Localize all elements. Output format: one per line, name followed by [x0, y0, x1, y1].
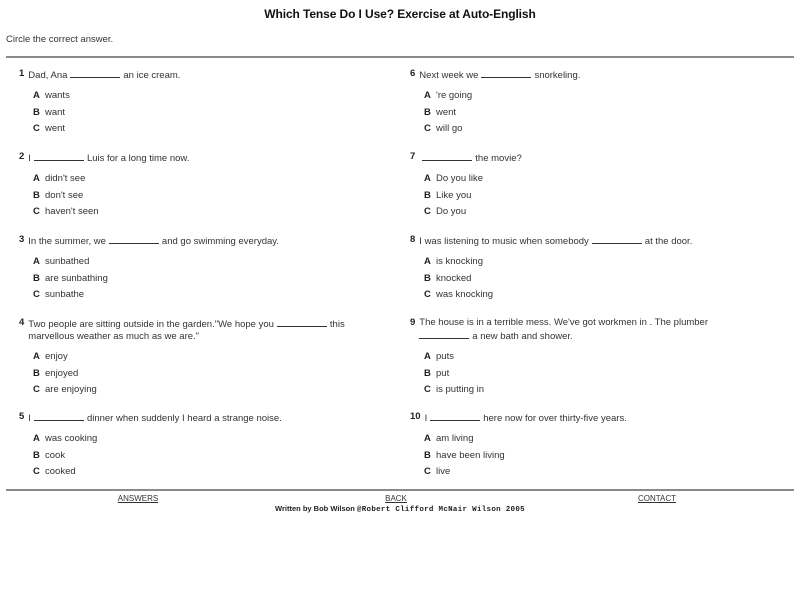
answer-options: [424, 431, 790, 481]
question-4: [19, 317, 394, 399]
answers-link[interactable]: ANSWERS: [117, 494, 159, 503]
question-text: Dad, Ana an ice cream.: [28, 70, 181, 81]
question-number: 3: [19, 234, 25, 245]
option-b[interactable]: B knocked: [424, 272, 472, 284]
instruction-text: Circle the correct answer.: [6, 34, 114, 45]
question-text: the movie?: [419, 151, 521, 165]
option-a[interactable]: A is knocking: [424, 256, 483, 268]
answer-options: [33, 349, 394, 399]
question-text: I Luis for a long time now.: [28, 153, 190, 164]
answer-blank: [592, 234, 642, 244]
question-9: [410, 317, 750, 399]
question-number: 5: [19, 411, 25, 422]
option-b[interactable]: B put: [424, 367, 450, 379]
option-b[interactable]: B Like you: [424, 189, 472, 201]
answer-blank: [277, 317, 327, 327]
answer-blank: [34, 411, 84, 421]
question-text: Two people are sitting outside in the garden."We hope you this marvellous weather as much as we are.": [28, 319, 345, 342]
option-c[interactable]: C live: [424, 466, 451, 478]
question-number: 9: [410, 317, 416, 328]
contact-link[interactable]: CONTACT: [637, 494, 677, 503]
question-1: [19, 68, 389, 138]
answer-blank: [481, 68, 531, 78]
question-6: [410, 68, 790, 138]
answer-options: [424, 349, 750, 399]
answer-options: [33, 254, 389, 304]
bottom-divider: [6, 489, 794, 491]
answer-blank: [34, 151, 84, 161]
question-8: [410, 234, 790, 304]
page-title: Which Tense Do I Use? Exercise at Auto-English: [264, 7, 536, 21]
question-number: 10: [410, 411, 421, 422]
question-7: [410, 151, 790, 221]
author-credit: Written by Bob Wilson @Robert Clifford McNair Wilson 2005: [275, 504, 525, 514]
option-b[interactable]: B went: [424, 106, 457, 118]
answer-blank: [70, 68, 120, 78]
option-c[interactable]: C sunbathe: [33, 289, 85, 301]
answer-options: [33, 171, 389, 221]
answer-options: [424, 171, 790, 221]
question-number: 6: [410, 68, 416, 79]
option-b[interactable]: B enjoyed: [33, 367, 79, 379]
answer-blank: [430, 411, 480, 421]
question-text: The house is in a terrible mess. We've got workmen in . The plumber a new bath and shower.: [419, 317, 708, 342]
question-text: I here now for over thirty-five years.: [424, 413, 627, 424]
question-number: 1: [19, 68, 25, 79]
answer-blank: [419, 329, 469, 339]
question-text: Next week we snorkeling.: [419, 70, 581, 81]
option-a[interactable]: A Do you like: [424, 173, 483, 185]
question-number: 8: [410, 234, 416, 245]
question-number: 4: [19, 317, 25, 328]
option-c[interactable]: C are enjoying: [33, 384, 97, 396]
option-c[interactable]: C Do you: [424, 206, 467, 218]
answer-options: [33, 431, 389, 481]
answer-options: [33, 88, 389, 138]
option-b[interactable]: B cook: [33, 449, 66, 461]
option-c[interactable]: C went: [33, 123, 66, 135]
option-a[interactable]: A 're going: [424, 90, 473, 102]
option-c[interactable]: C haven't seen: [33, 206, 99, 218]
question-text: In the summer, we and go swimming everyday.: [28, 236, 279, 247]
option-b[interactable]: B want: [33, 106, 66, 118]
option-a[interactable]: A wants: [33, 90, 70, 102]
option-b[interactable]: B are sunbathing: [33, 272, 108, 284]
question-text: I dinner when suddenly I heard a strange noise.: [28, 413, 282, 424]
question-number: 2: [19, 151, 25, 162]
option-c[interactable]: C was knocking: [424, 289, 494, 301]
answer-options: [424, 88, 790, 138]
top-divider: [6, 56, 794, 58]
question-2: [19, 151, 389, 221]
option-b[interactable]: B don't see: [33, 189, 84, 201]
question-text: I was listening to music when somebody at the door.: [419, 236, 693, 247]
answer-blank: [109, 234, 159, 244]
option-b[interactable]: B have been living: [424, 449, 505, 461]
question-number: 7: [410, 151, 416, 162]
answer-blank: [422, 151, 472, 161]
option-a[interactable]: A was cooking: [33, 433, 98, 445]
question-5: [19, 411, 389, 481]
option-c[interactable]: C is putting in: [424, 384, 485, 396]
question-3: [19, 234, 389, 304]
option-a[interactable]: A didn't see: [33, 173, 86, 185]
back-link[interactable]: BACK: [385, 494, 407, 503]
question-10: [410, 411, 790, 481]
option-a[interactable]: A am living: [424, 433, 474, 445]
option-c[interactable]: C will go: [424, 123, 463, 135]
option-c[interactable]: C cooked: [33, 466, 76, 478]
option-a[interactable]: A enjoy: [33, 351, 68, 363]
answer-options: [424, 254, 790, 304]
option-a[interactable]: A sunbathed: [33, 256, 90, 268]
option-a[interactable]: A puts: [424, 351, 454, 363]
